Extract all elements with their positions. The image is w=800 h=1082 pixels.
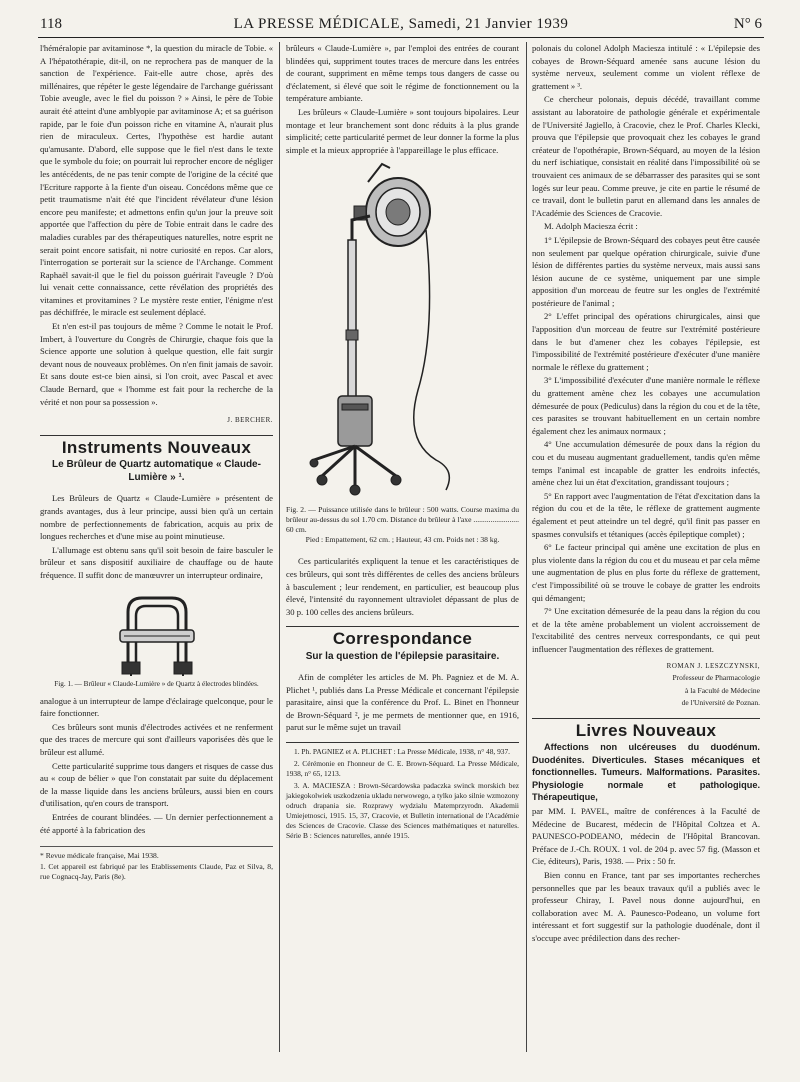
- author-signature: [532, 660, 760, 710]
- book-title: Affections non ulcéreuses du duodénum. Duodénites. Diverticules. Stases mécaniques et fonctionnelles. Tumeurs. Malformations. Parasites. Physiologie normale et pathologique. Thérapeutique,: [532, 742, 760, 803]
- list-item: 2° L'effet principal des opérations chirurgicales, ainsi que l'apposition d'un morceau de feutre sur l'extrémité postérieure dans le but d'amener chez les cobayes l'épilepsie, est l'impossibilité de l'extrémité postérieure d'exécuter d'une manière normale le réflexe du grattement ;: [532, 311, 760, 372]
- paragraph: brûleurs « Claude-Lumière », par l'emploi des entrées de courant blindées qui, suppriment toutes traces de mercure dans les entrées de courant, suppriment en même temps tous dangers de casse ou d'éclatement, si élevé que soit le régime de fonctionnement ou la température ambiante.: [286, 43, 519, 104]
- author-affiliation: Professeur de Pharmacologie: [672, 673, 760, 683]
- paragraph: analogue à un interrupteur de lampe d'éclairage quelconque, pour le faire fonctionner.: [40, 695, 274, 719]
- section-rule: [286, 626, 519, 627]
- list-item: 6° Le facteur principal qui amène une excitation de plus en plus violente dans la région du cou et du museau et par cela même une augmentation de plus en plus forte du réflexe de grattement, c'est l'impossibilité où se trouve le cobaye de gratter les endroits qui démangent;: [532, 542, 760, 603]
- author-signature: J. BERCHER.: [227, 416, 273, 425]
- figure-caption: Fig. 1. — Brûleur « Claude-Lumière » de Quartz à électrodes blindées.: [54, 679, 259, 688]
- page-number: 118: [40, 16, 62, 32]
- list-item: 7° Une excitation démesurée de la peau dans la région du cou et de la tête amène probablement un violent accroissement de l'excitabilité des centres nerveux correspondants, ce qui peut influencer l'augmentation des réflexes de grattement.: [532, 606, 760, 654]
- paragraph: Les Brûleurs de Quartz « Claude-Lumière » présentent de grands avantages, dus à leur principe, aussi bien qu'à un certain nombre de perfectionnements de fabrication, acquis au prix de longues recherches et d'une mise au point minutieuse.: [40, 493, 273, 542]
- article-title: Sur la question de l'épilepsie parasitaire.: [305, 650, 500, 662]
- column-2: [286, 42, 519, 843]
- column-divider: [526, 42, 527, 1052]
- burner-tube-illustration: [40, 590, 273, 676]
- author-affiliation: de l'Université de Poznan.: [681, 698, 760, 708]
- paragraph: L'allumage est obtenu sans qu'il soit besoin de faire basculer le brûleur et sans dispositif auxiliaire de chauffage ou de haute fréquence. Il suffit donc de manœuvrer un interrupteur ordinaire,: [40, 544, 273, 580]
- page-header: [40, 14, 762, 36]
- paragraph: polonais du colonel Adolph Maciesza intitulé : « L'épilepsie des cobayes de Brown-Séquard amenée sans aucune lésion du système nerveux, seulement comme un violent réflexe de grattement » ³.: [532, 43, 760, 91]
- issue-number: N° 6: [733, 16, 762, 32]
- footnote: * Revue médicale française, Mai 1938.: [40, 851, 159, 861]
- paragraph: Ces particularités expliquent la tenue et les caractéristiques de ces brûleurs, qui sont très différentes de celles des anciens brûleurs à basculement ; leur rendement, en particulier, est beaucoup plus élevé, l'intensité du rayonnement ultraviolet dépassant de plus de 30 p. 100 celles des anciens brûleurs.: [286, 556, 519, 617]
- paragraph: M. Adolph Maciesza écrit :: [544, 221, 638, 232]
- paragraph: l'héméralopie par avitaminose *, la question du miracle de Tobie. « A l'hépatothérapie, dit-il, on ne reprochera pas de manquer de la sanction de l'expérience. Fait-elle autre chose, après des millénaires, que répéter le geste légendaire de l'archange guérissant Tobie aveugle, avec le fiel du poisson ? » Ainsi, le père de Tobie aurait été atteint d'une amblyopie par avitaminose A; et sa guérison rapide, par le foie d'un poisson riche en vitamine A, n'aurait plus rien de miraculeux. Certes, l'hypothèse est hardie autant qu'amusante. D'abord, elle suppose que le fiel n'est dans le texte que le symbole du foie; on pourrait lui reprocher encore de négliger les antécédents, de ne pas tenir compte de l'origine de la cécité que l'Ecriture rapporte à la fiente d'un oiseau. Concédons même que ce petit traumatisme n'ait été que l'incident révélateur d'une lésion encore peu manifeste; et admettons enfin qu'un jour la preuve soit apportée que l'affection du père de Tobie entrait dans le cadre des maladies curables par des thérapeutiques naturelles, notre esprit ne serait point encore satisfait, ni notre curiosité en repos. Car alors, l'interrogation se porterait sur la science de l'Archange. Comment Raphaël savait-il que le fiel du poisson guérirait l'aveugle ? D'où lui venait cette connaissance, cette révélation des propriétés des vitamines et provitamines ? Le mystère reste entier, l'énigme n'est pas déchiffrée, le miracle est seulement déplacé.: [40, 43, 273, 318]
- footnotes: [286, 742, 519, 841]
- footnote: 2. Cérémonie en l'honneur de C. E. Brown-Séquard. La Presse Médicale, 1938, n° 65, 1213.: [286, 758, 519, 778]
- lamp-stand-illustration: [286, 160, 519, 505]
- figure-caption: Pied : Empattement, 62 cm. ; Hauteur, 43 cm. Poids net : 38 kg.: [305, 535, 500, 545]
- paragraph: Cette particularité supprime tous dangers et risques de casse dus au « coup de bélier » que l'on constatait par suite du déplacement de la masse liquide dans les anciens brûleurs, aussi bien en cours d'utilisation, qu'en cours de transport.: [40, 760, 273, 809]
- figure-caption: Fig. 2. — Puissance utilisée dans le brûleur : 500 watts. Course maxima du brûleur au-dessus du sol 1.70 cm. Distance du brûleur à l'axe ........................ 60 cm.: [286, 505, 519, 535]
- section-title: Instruments Nouveaux: [61, 437, 252, 457]
- paragraph: Et n'en est-il pas toujours de même ? Comme le notait le Prof. Imbert, à l'ouverture du Congrès de Chirurgie, chaque fois que la Science apporte une solution à quelque question, elle fait surgir devant nous de nouveaux problèmes. On n'en finit jamais de savoir. Et sans doute est-ce bien ainsi, si l'on croit, avec Pascal et avec Claude Bernard, que « l'homme est fait pour la recherche de la vérité et non pour sa possession ».: [40, 321, 273, 407]
- column-divider: [279, 42, 280, 1052]
- paragraph: Bien connu en France, tant par ses importantes recherches personnelles que par les beaux travaux qu'il a publiés avec le professeur Chiray, I. Pavel nous donne aujourd'hui, en collaboration avec M. A. Paunesco-Podeano, un volume fort intéressant et fort suggestif sur la pathologie duodénale, dont il s'occupe avec prédilection dans des recher-: [532, 869, 760, 943]
- paragraph: Les brûleurs « Claude-Lumière » sont toujours bipolaires. Leur montage et leur branchement sont donc réduits à la plus grande simplicité; cette particularité permet de leur donner la forme la plus simple et la mieux appropriée à l'appareillage le plus efficace.: [286, 106, 519, 155]
- section-title: Correspondance: [332, 629, 473, 649]
- column-1: [40, 42, 273, 883]
- section-rule: [40, 435, 273, 436]
- book-details: par MM. I. PAVEL, maître de conférences à la Faculté de Médecine de Bucarest, médecin de l'Hôpital Coltzea et A. PAUNESCO-PODEANO, médecin de l'Hôpital Brancovan. Préface de J.-Ch. ROUX. 1 vol. de 204 p. avec 57 fig. (Masson et Cie, éditeurs), Paris, 1938. — Prix : 50 fr.: [532, 805, 760, 867]
- list-item: 5° En rapport avec l'augmentation de l'état d'excitation dans la région du cou et de la tête, le réflexe de grattement augmente également et peut atteindre un tel degré, qu'il finit pas passer en spasmes convulsifs et tétaniques (accès épileptique complet) ;: [532, 490, 760, 539]
- paragraph: Ces brûleurs sont munis d'électrodes activées et ne renferment que des traces de mercure qui sont d'ailleurs vaporisées dès que le brûleur est allumé.: [40, 721, 273, 757]
- paragraph: Entrées de courant blindées. — Un dernier perfectionnement a été apporté à la fabrication des: [40, 811, 273, 835]
- list-item: 1° L'épilepsie de Brown-Séquard des cobayes peut être causée non seulement par quelque opération chirurgicale, suivie d'une lésion de différentes parties du système nerveux, mais aussi sans lésion aucune de ce système, uniquement par une simple apposition d'un morceau de feutre sur les ongles de l'extrémité postérieure de l'animal ;: [532, 234, 760, 308]
- column-3: [532, 42, 760, 946]
- header-rule: [38, 37, 764, 38]
- list-item: 4° Une accumulation démesurée de poux dans la région du cou et du museau augmentant graduellement, tandis qu'en même temps l'animal est incapable de gratter les endroits infectés, amène chez lui un état d'excitation, grandissant toujours ;: [532, 439, 760, 488]
- footnote-rule: [40, 846, 273, 847]
- section-rule: [532, 718, 760, 719]
- paragraph: Afin de compléter les articles de M. Ph. Pagniez et de M. A. Plichet ¹, publiés dans La Presse Médicale et concernant l'épilepsie parasitaire, ainsi que la conférence du Prof. L. Binet en l'honneur de Brown-Séquard ², je me permets de mentionner que, en 1916, parut sur le même sujet un travail: [286, 671, 519, 733]
- figure-quartz-burner: [40, 590, 273, 676]
- figure-lamp-stand: [286, 160, 519, 505]
- author-name: ROMAN J. LESZCZYNSKI,: [666, 661, 760, 670]
- footnote: 1. Cet appareil est fabriqué par les Etablissements Claude, Paz et Silva, 8, rue Cognacq-Jay, Paris (8e).: [40, 861, 273, 882]
- section-title: Livres Nouveaux: [575, 720, 717, 740]
- article-title: Le Brûleur de Quartz automatique « Claude-Lumière » ¹.: [52, 459, 261, 484]
- numbered-list: [532, 234, 760, 656]
- footnote: 3. A. MACIESZA : Brown-Sécardowska padaczka swinck morskich bez jakiegokolwiek uszkodzenia ukladu nerwowego, a tylko jako silnie wzmozony odruch drapania sie. Rozprawy wydzialu Matemprzyrodn. Akademii Umiejetnosci, 1915. 15, 37, Cracovie, et Bulletin international de l'Académie des Sciences de Cracovie. Classe des Sciences mathématiques et naturelles. Série B : Sciences naturelles, année 1915.: [286, 780, 519, 840]
- list-item: 3° L'impossibilité d'exécuter d'une manière normale le réflexe du grattement amène chez les cobayes une accumulation démesurée de poux (Pediculus) dans la région du cou et de la tête, ces parasites se trouvant habituellement en un certain nombre également chez les animaux normaux ;: [532, 375, 760, 436]
- paragraph: Ce chercheur polonais, depuis décédé, travaillant comme assistant au laboratoire de pathologie générale et expérimentale de l'Université Jagiello, à Cracovie, chez le Prof. Charles Klecki, prouva que l'épilepsie que provoquait chez les cobayes le grand créateur de l'opothérapie, Brown-Séquard, au moyen de la lésion du nerf ischiatique, consistait en réalité dans l'impossibilité où se trouvaient ces animaux de se débarrasser des parasites qui se sont logés sur leur peau. Comme preuve, je cite en partie le résumé de ce travail, dont le bulletin parut en allemand dans les annales de l'Académie des Sciences de Cracovie.: [532, 94, 760, 218]
- journal-title: LA PRESSE MÉDICALE, Samedi, 21 Janvier 1939: [233, 16, 569, 32]
- author-affiliation: à la Faculté de Médecine: [685, 685, 760, 695]
- footnote: 1. Ph. PAGNIEZ et A. PLICHET : La Presse Médicale, 1938, n° 48, 937.: [294, 746, 511, 756]
